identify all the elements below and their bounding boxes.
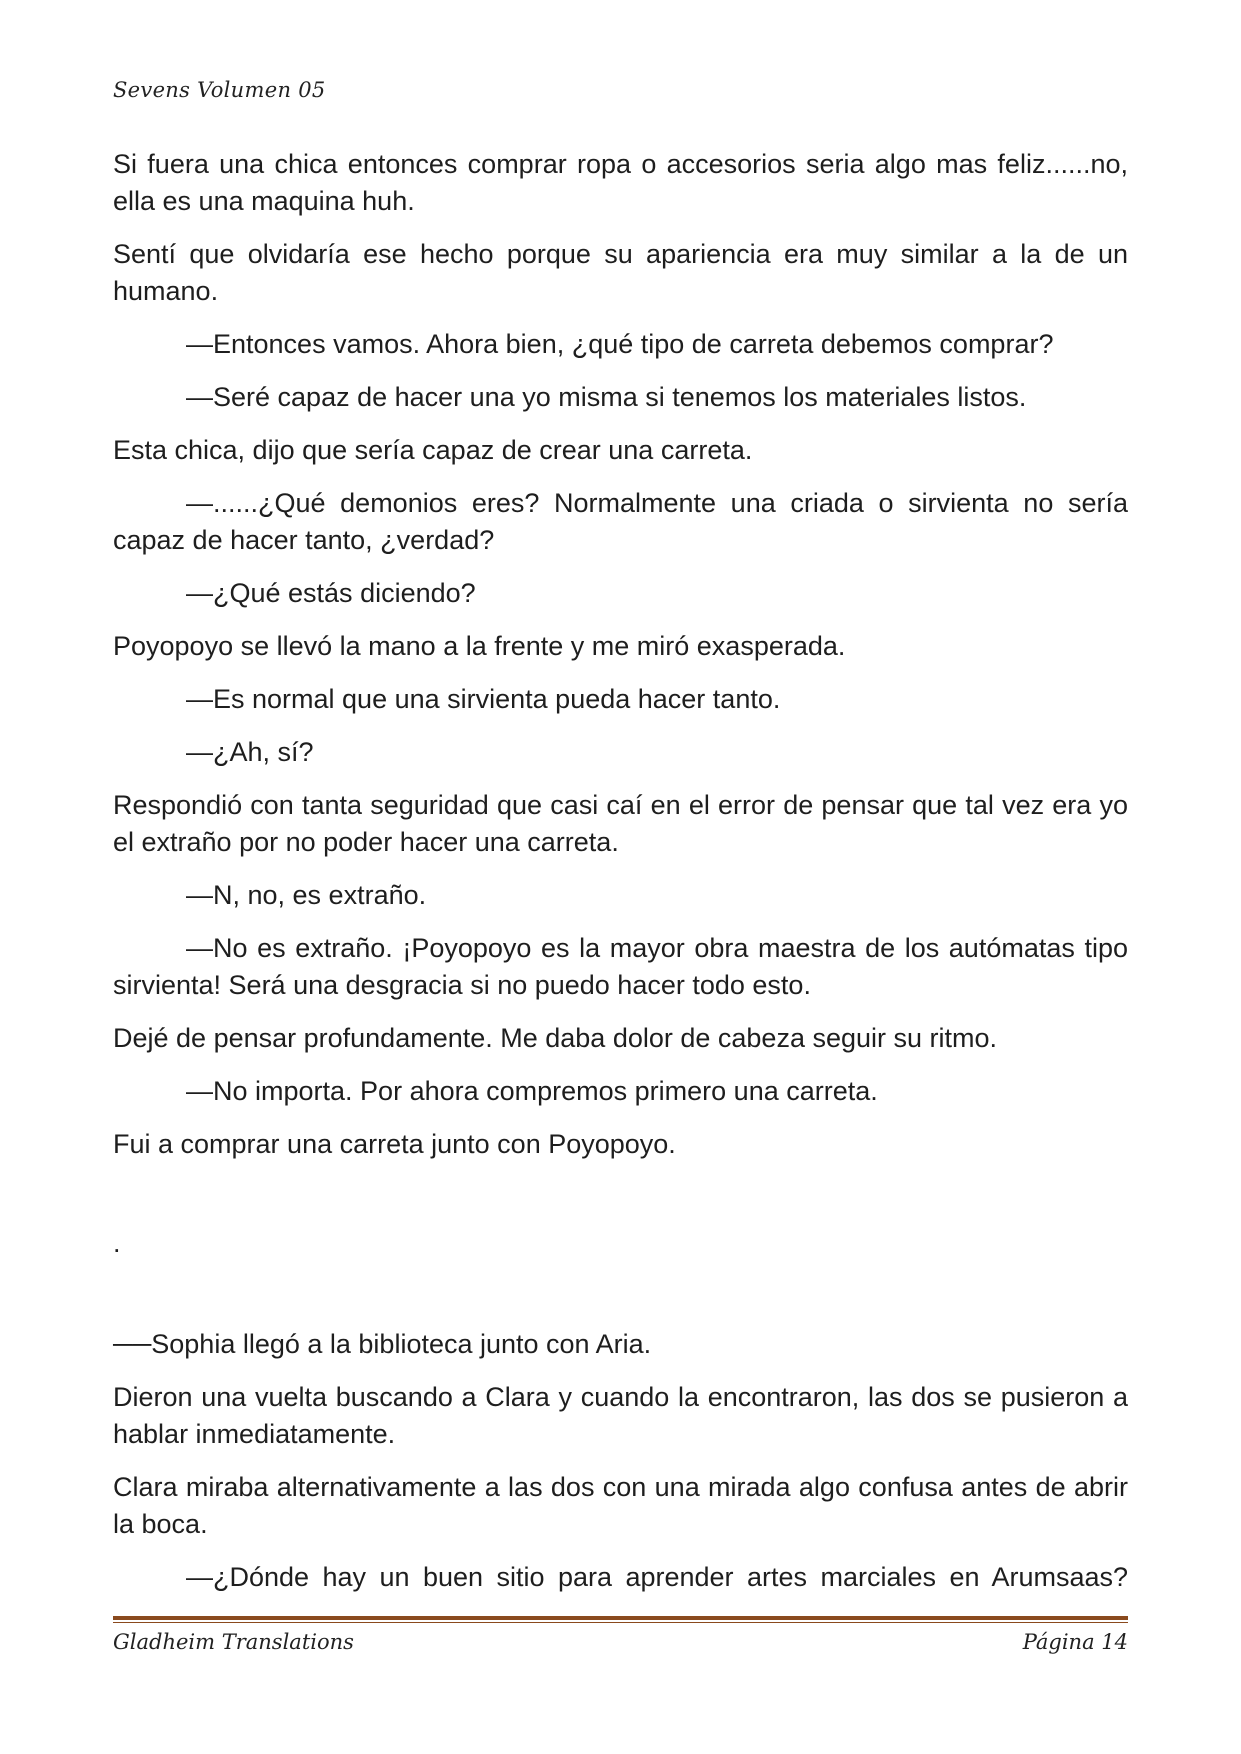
body-text (113, 146, 1128, 1612)
dialog-paragraph: —Es normal que una sirvienta pueda hacer tanto. (186, 684, 781, 714)
dialog-paragraph: —N, no, es extraño. (186, 880, 427, 910)
page-header-title: Sevens Volumen 05 (113, 78, 326, 102)
paragraph: Fui a comprar una carreta junto con Poyopoyo. (113, 1129, 676, 1159)
footer-divider-thin (113, 1622, 1128, 1623)
paragraph: Esta chica, dijo que sería capaz de crear una carreta. (113, 435, 753, 465)
footer-translator-credit: Gladheim Translations (113, 1630, 354, 1654)
dialog-paragraph: —¿Dónde hay un buen sitio para aprender artes marciales en Arumsaas? (186, 1562, 1128, 1592)
spacer (113, 1179, 1128, 1225)
paragraph: Respondió con tanta seguridad que casi caí en el error de pensar que tal vez era yo el extraño por no poder hacer una carreta. (113, 790, 1128, 857)
dialog-paragraph: —Seré capaz de hacer una yo misma si tenemos los materiales listos. (186, 382, 1027, 412)
footer-divider (113, 1616, 1128, 1623)
paragraph: ──Sophia llegó a la biblioteca junto con Aria. (113, 1329, 652, 1359)
section-separator: . (113, 1228, 121, 1258)
paragraph: Sentí que olvidaría ese hecho porque su apariencia era muy similar a la de un humano. (113, 239, 1128, 306)
spacer (113, 1278, 1128, 1326)
dialog-paragraph: —No es extraño. ¡Poyopoyo es la mayor obra maestra de los autómatas tipo sirvienta! Será una desgracia si no puedo hacer todo esto. (113, 933, 1128, 1000)
paragraph: Poyopoyo se llevó la mano a la frente y me miró exasperada. (113, 631, 846, 661)
footer-page-number: Página 14 (1022, 1630, 1128, 1654)
paragraph: Dejé de pensar profundamente. Me daba dolor de cabeza seguir su ritmo. (113, 1023, 998, 1053)
paragraph: Si fuera una chica entonces comprar ropa o accesorios seria algo mas feliz......no, ella es una maquina huh. (113, 149, 1128, 216)
dialog-paragraph: —¿Ah, sí? (186, 737, 314, 767)
footer-divider-thick (113, 1616, 1128, 1620)
dialog-paragraph: —No importa. Por ahora compremos primero una carreta. (186, 1076, 878, 1106)
dialog-paragraph: —Entonces vamos. Ahora bien, ¿qué tipo de carreta debemos comprar? (186, 329, 1054, 359)
paragraph: Clara miraba alternativamente a las dos con una mirada algo confusa antes de abrir la boca. (113, 1472, 1128, 1539)
dialog-paragraph: —......¿Qué demonios eres? Normalmente una criada o sirvienta no sería capaz de hacer tanto, ¿verdad? (113, 488, 1128, 555)
paragraph: Dieron una vuelta buscando a Clara y cuando la encontraron, las dos se pusieron a hablar inmediatamente. (113, 1382, 1128, 1449)
dialog-paragraph: —¿Qué estás diciendo? (186, 578, 476, 608)
